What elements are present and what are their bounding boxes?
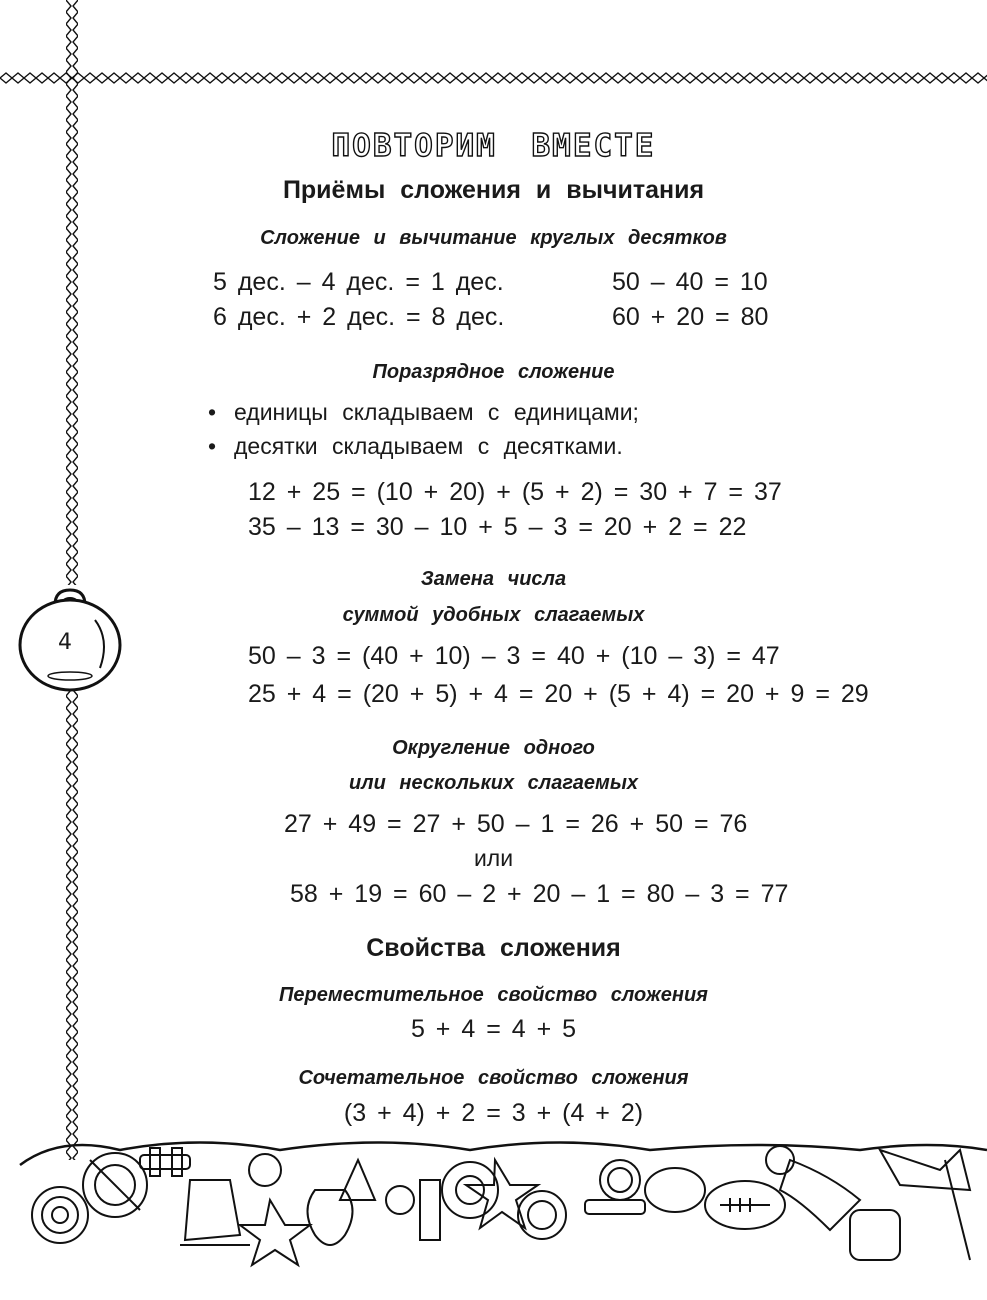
left-chain-border xyxy=(66,0,78,585)
rounding-or: или xyxy=(473,845,514,871)
bullet-text: единицы складываем с единицами; xyxy=(234,399,639,425)
digitwise-example-2: 35 – 13 = 30 – 10 + 5 – 3 = 20 + 2 = 22 xyxy=(248,513,747,541)
section-title-replace-1: Замена числа xyxy=(420,568,567,590)
round-tens-numbers-1: 50 – 40 = 10 xyxy=(612,268,768,296)
bullet-text: десятки складываем с десятками. xyxy=(234,433,623,459)
round-tens-numbers-2: 60 + 20 = 80 xyxy=(612,303,769,331)
main-heading: Приёмы сложения и вычитания xyxy=(282,176,705,204)
commutative-example: 5 + 4 = 4 + 5 xyxy=(410,1015,577,1043)
section-title-rounding-1: Округление одного xyxy=(392,737,595,759)
replace-example-2: 25 + 4 = (20 + 5) + 4 = 20 + (5 + 4) = 20 + 9 = 29 xyxy=(248,680,869,708)
section-title-replace-2: суммой удобных слагаемых xyxy=(342,604,645,626)
round-tens-words-1: 5 дес. – 4 дес. = 1 дес. xyxy=(213,268,504,296)
digitwise-example-1: 12 + 25 = (10 + 20) + (5 + 2) = 30 + 7 = 37 xyxy=(248,478,782,506)
banner-title: ПОВТОРИМ ВМЕСТЕ xyxy=(331,128,656,164)
rounding-example-2: 58 + 19 = 60 – 2 + 20 – 1 = 80 – 3 = 77 xyxy=(290,880,789,908)
section-title-associative: Сочетательное свойство сложения xyxy=(298,1067,689,1089)
rounding-example-1: 27 + 49 = 27 + 50 – 1 = 26 + 50 = 76 xyxy=(284,810,748,838)
replace-example-1: 50 – 3 = (40 + 10) – 3 = 40 + (10 – 3) = 47 xyxy=(248,642,780,670)
sports-doodles xyxy=(20,1143,987,1266)
section-title-digitwise: Поразрядное сложение xyxy=(372,361,615,383)
bullet-item: • десятки складываем с десятками. xyxy=(208,433,623,459)
associative-example: (3 + 4) + 2 = 3 + (4 + 2) xyxy=(343,1099,644,1127)
section-title-rounding-2: или нескольких слагаемых xyxy=(348,772,639,794)
round-tens-words-2: 6 дес. + 2 дес. = 8 дес. xyxy=(213,303,505,331)
properties-heading: Свойства сложения xyxy=(366,934,621,962)
section-title-commutative: Переместительное свойство сложения xyxy=(279,984,708,1006)
top-chain-border xyxy=(0,72,987,84)
section-title-round-tens: Сложение и вычитание круглых десятков xyxy=(260,227,727,249)
bullet-item: • единицы складываем с единицами; xyxy=(208,399,639,425)
page-number: 4 xyxy=(58,630,72,655)
